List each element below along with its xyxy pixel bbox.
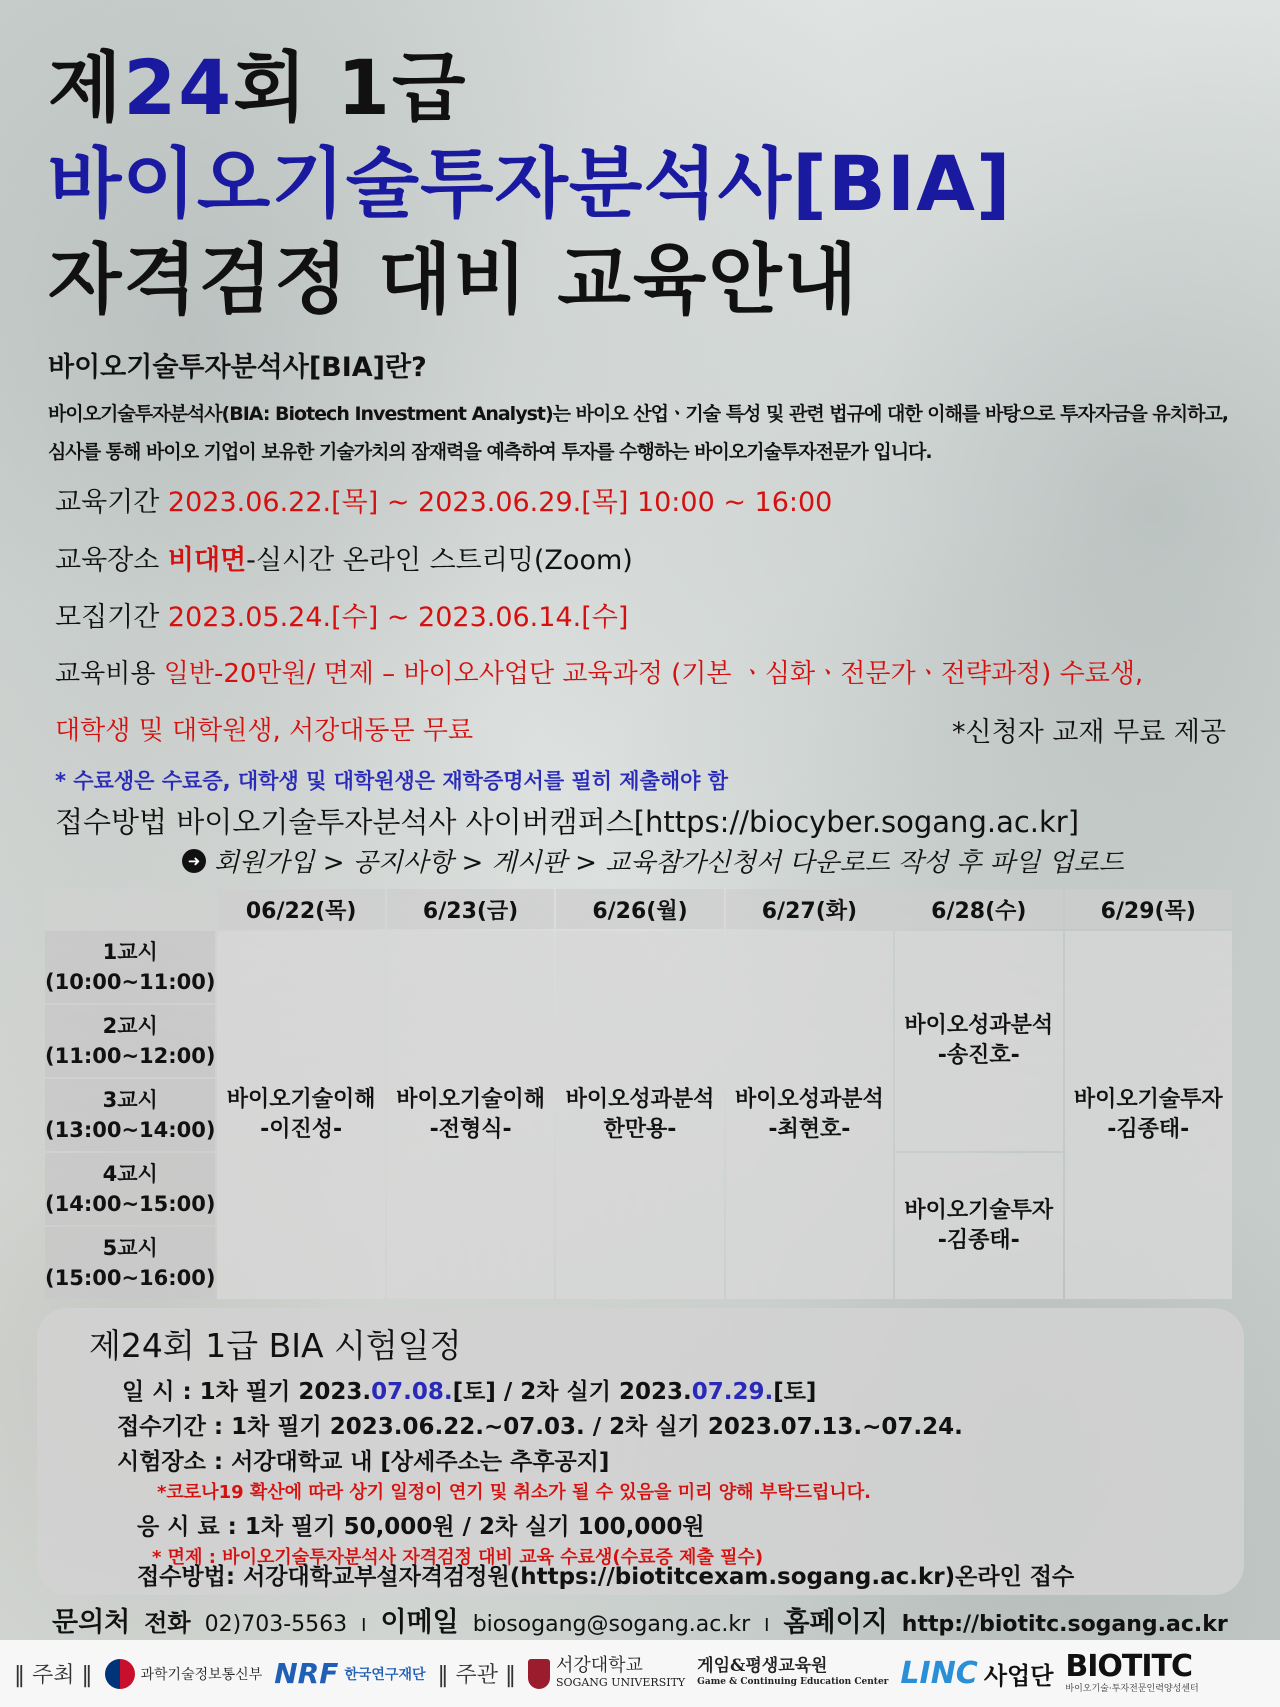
covid-note: *코로나19 확산에 따라 상기 일정이 연기 및 취소가 될 수 있음을 미리 양해 부탁드립니다. — [157, 1482, 871, 1503]
apply-path: ➜ 회원가입 > 공지사항 > 게시판 > 교육참가신청서 다운로드 작성 후 파일 업로드 — [182, 842, 1124, 879]
intro-question: 바이오기술투자분석사[BIA]란? — [48, 352, 427, 383]
day-header: 6/23(금) — [387, 889, 554, 929]
exam-title: 제24회 1급 BIA 시험일정 — [89, 1326, 462, 1365]
title-line-1: 제24회 1급 — [48, 43, 468, 132]
msit-logo: 과학기술정보통신부 — [105, 1659, 263, 1689]
period-cell: 5교시 (15:00~16:00) — [45, 1227, 215, 1299]
schedule-table — [43, 887, 1234, 1301]
exam-apply: 접수방법: 서강대학교부설자격검정원(https://biotitcexam.sogang.ac.kr)온라인 접수 — [137, 1564, 1075, 1590]
circle-arrow-right-icon: ➜ — [182, 849, 206, 873]
day-header: 6/26(월) — [556, 889, 723, 929]
course-cell: 바이오성과분석 한만용- — [556, 931, 723, 1299]
biotitc-logo: BIOTITC 바이오기술·투자전문인력양성센터 — [1065, 1649, 1199, 1694]
period-cell: 2교시 (11:00~12:00) — [45, 1005, 215, 1077]
course-cell: 바이오기술투자 -김종태- — [1065, 931, 1232, 1299]
intro-description: 바이오기술투자분석사(BIA: Biotech Investment Analyst)는 바이오 산업ㆍ기술 특성 및 관련 법규에 대한 이해를 바탕으로 투자자금을 유치하고, 심사를 통해 바이오 기업이 보유한 기술가치의 잠재력을 예측하여 투자를 수행하는 바이오기술투자전문가 입니다. — [48, 403, 1229, 463]
poster-title — [48, 40, 1012, 328]
free-textbook-note: *신청자 교재 무료 제공 — [952, 717, 1226, 748]
day-header: 06/22(목) — [217, 889, 384, 929]
education-cost: 교육비용 일반-20만원/ 면제 – 바이오사업단 교육과정 (기본 ㆍ심화ㆍ전문가ㆍ전략과정) 수료생, — [55, 659, 1144, 689]
course-cell: 바이오성과분석 -최현호- — [726, 931, 893, 1299]
day-header: 6/29(목) — [1065, 889, 1232, 929]
host-label: ‖ 주최 ‖ — [14, 1663, 93, 1688]
exam-place: 시험장소 : 서강대학교 내 [상세주소는 추후공지] — [117, 1449, 610, 1475]
period-cell: 1교시 (10:00~11:00) — [45, 931, 215, 1003]
course-cell: 바이오기술이해 -전형식- — [387, 931, 554, 1299]
table-row — [45, 931, 1232, 1003]
course-cell: 바이오기술이해 -이진성- — [217, 931, 384, 1299]
exam-date: 일 시 : 1차 필기 2023.07.08.[토] / 2차 실기 2023.07.29.[토] — [122, 1379, 817, 1405]
title-line-3: 자격검정 대비 교육안내 — [48, 235, 860, 324]
exam-registration: 접수기간 : 1차 필기 2023.06.22.~07.03. / 2차 실기 2023.07.13.~07.24. — [117, 1414, 963, 1440]
recruit-period: 모집기간 2023.05.24.[수] ~ 2023.06.14.[수] — [55, 602, 629, 633]
fee-exemption-note: * 면제 : 바이오기술투자분석사 자격검정 대비 교육 수료생(수료증 제출 필수) — [152, 1547, 764, 1568]
taegeuk-emblem-icon — [105, 1659, 135, 1689]
linc-logo: LINC 사업단 — [900, 1656, 1054, 1691]
table-header-row — [45, 889, 1232, 929]
day-header: 6/27(화) — [726, 889, 893, 929]
education-cost-line2: 대학생 및 대학원생, 서강대동문 무료 — [55, 716, 474, 746]
game-center-logo: 게임&평생교육원 Game & Continuing Education Center — [697, 1655, 889, 1687]
title-line-2: 바이오기술투자분석사[BIA] — [48, 139, 1012, 228]
period-cell: 3교시 (13:00~14:00) — [45, 1079, 215, 1151]
sogang-logo: 서강대학교 SOGANG UNIVERSITY — [528, 1657, 685, 1691]
education-place: 교육장소 비대면-실시간 온라인 스트리밍(Zoom) — [55, 545, 633, 576]
organizer-label: ‖ 주관 ‖ — [437, 1663, 516, 1688]
shield-icon — [528, 1659, 550, 1689]
sponsor-footer — [0, 1640, 1280, 1707]
submission-note: * 수료생은 수료증, 대학생 및 대학원생은 재학증명서를 필히 제출해야 함 — [55, 769, 729, 793]
day-header: 6/28(수) — [895, 889, 1062, 929]
exam-fee: 응 시 료 : 1차 필기 50,000원 / 2차 실기 100,000원 — [137, 1514, 705, 1540]
education-period: 교육기간 2023.06.22.[목] ~ 2023.06.29.[목] 10:00 ~ 16:00 — [55, 487, 833, 518]
contact-info: 문의처 전화 02)703-5563 I 이메일 biosogang@sogang.ac.kr I 홈페이지 http://biotitc.sogang.ac.kr — [52, 1607, 1228, 1638]
course-cell: 바이오기술투자 -김종태- — [895, 1153, 1062, 1299]
exam-schedule-box — [37, 1308, 1244, 1595]
nrf-logo: NRF 한국연구재단 — [274, 1657, 426, 1690]
email-link[interactable]: biosogang@sogang.ac.kr — [472, 1612, 751, 1637]
apply-method: 접수방법 바이오기술투자분석사 사이버캠퍼스[https://biocyber.sogang.ac.kr] — [55, 805, 1080, 839]
course-cell: 바이오성과분석 -송진호- — [895, 931, 1062, 1151]
table-corner — [45, 889, 215, 929]
homepage-link[interactable]: http://biotitc.sogang.ac.kr — [901, 1612, 1228, 1637]
period-cell: 4교시 (14:00~15:00) — [45, 1153, 215, 1225]
